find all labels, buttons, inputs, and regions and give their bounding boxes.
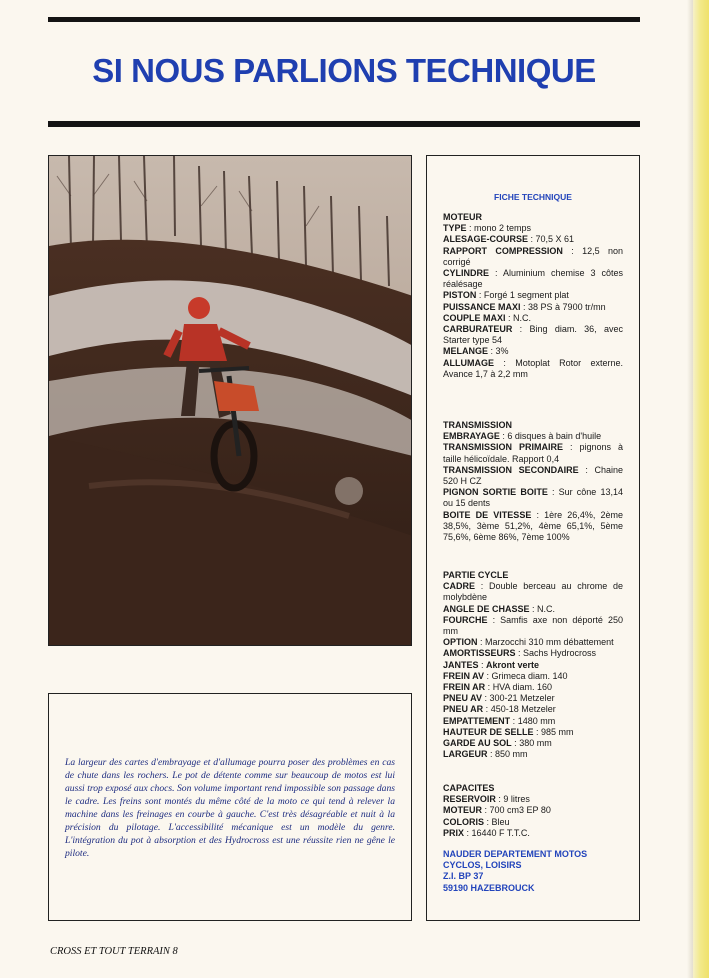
- section-transmission: [443, 420, 623, 543]
- spec-line: FREIN AR : HVA diam. 160: [443, 682, 553, 693]
- spec-line: ALLUMAGE : Motoplat Rotor externe. Avance 1,7 à 2,2 mm: [443, 357, 623, 379]
- spec-line: AMORTISSEURS : Sachs Hydrocross: [443, 648, 597, 659]
- top-rule: [48, 17, 640, 22]
- address-line: 59190 HAZEBROUCK: [443, 882, 535, 893]
- section-capacites: [443, 783, 623, 839]
- spec-line: PUISSANCE MAXI : 38 PS à 7900 tr/mn: [443, 301, 606, 312]
- title-rule: [48, 121, 640, 127]
- address-line: Z.I. BP 37: [443, 871, 484, 882]
- dealer-address: [443, 849, 633, 894]
- spec-line: FOURCHE : Samfis axe non déporté 250 mm: [443, 614, 623, 637]
- motorcycle-photo: [48, 155, 412, 646]
- spec-line: GARDE AU SOL : 380 mm: [443, 738, 552, 749]
- spec-line: JANTES : Akront verte: [443, 659, 540, 670]
- page-title: SI NOUS PARLIONS TECHNIQUE: [92, 52, 596, 89]
- section-heading: TRANSMISSION: [443, 420, 513, 430]
- spec-line: TYPE : mono 2 temps: [443, 223, 532, 234]
- spec-line: PNEU AR : 450-18 Metzeler: [443, 704, 556, 715]
- spec-line: OPTION : Marzocchi 310 mm débattement: [443, 637, 614, 648]
- spec-line: MELANGE : 3%: [443, 346, 509, 357]
- address-line: NAUDER DEPARTEMENT MOTOS: [443, 849, 588, 859]
- section-heading: CAPACITES: [443, 783, 495, 793]
- spec-line: FREIN AV : Grimeca diam. 140: [443, 670, 568, 681]
- section-heading: PARTIE CYCLE: [443, 570, 509, 580]
- spec-line: MOTEUR : 700 cm3 EP 80: [443, 805, 551, 816]
- spec-line: EMBRAYAGE : 6 disques à bain d'huile: [443, 431, 602, 442]
- spec-line: ANGLE DE CHASSE : N.C.: [443, 603, 556, 614]
- photo-illustration: [49, 156, 412, 646]
- spec-line: PIGNON SORTIE BOITE : Sur cône 13,14 ou 15 dents: [443, 487, 623, 509]
- fiche-title: FICHE TECHNIQUE: [494, 192, 572, 202]
- spec-line: HAUTEUR DE SELLE : 985 mm: [443, 726, 574, 737]
- spec-line: PRIX : 16440 F T.T.C.: [443, 827, 530, 838]
- section-heading: MOTEUR: [443, 212, 482, 222]
- spec-line: CARBURATEUR : Bing diam. 36, avec Starter type 54: [443, 324, 623, 346]
- page-footer: CROSS ET TOUT TERRAIN 8: [50, 946, 178, 957]
- spec-line: CADRE : Double berceau au chrome de molybdène: [443, 581, 623, 603]
- spec-line: LARGEUR : 850 mm: [443, 749, 528, 760]
- section-partie-cycle: [443, 570, 623, 760]
- section-moteur: [443, 212, 623, 380]
- photo-caption: La largeur des cartes d'embrayage et d'allumage pourra poser des problèmes en cas de chute dans les rochers. Le pot de détente comme sur beaucoup de motos est lui aussi trop exposé aux chocs. Son volume important rend impossible son passage dans le cadre. Les freins sont montés du même côté de la moto ce qui tend à relever la machine dans les freinages en courbe à gauche. C'est très désagréable et nuit à la précision du pilotage. L'accessibilité mécanique est un modèle du genre. L'intégration du pot à absorption et des Hydrocross est une réussite rien ne gêne le pilote.: [65, 757, 395, 859]
- spec-line: TRANSMISSION PRIMAIRE : pignons à taille hélicoïdale. Rapport 0,4: [443, 442, 623, 464]
- spec-line: PNEU AV : 300-21 Metzeler: [443, 693, 555, 704]
- spec-line: COLORIS : Bleu: [443, 816, 510, 827]
- spec-line: RAPPORT COMPRESSION : 12,5 non corrigé: [443, 245, 623, 267]
- spec-line: TRANSMISSION SECONDAIRE : Chaine 520 H CZ: [443, 464, 623, 487]
- address-line: CYCLOS, LOISIRS: [443, 860, 522, 871]
- spec-line: CYLINDRE : Aluminium chemise 3 côtes réalésage: [443, 268, 623, 290]
- page-edge-strip: [693, 0, 709, 978]
- spec-line: PISTON : Forgé 1 segment plat: [443, 290, 569, 301]
- spec-line: BOITE DE VITESSE : 1ère 26,4%, 2ème 38,5%, 3ème 51,2%, 4ème 65,1%, 5ème 75,6%, 6ème 86%, 7ème 100%: [443, 509, 623, 543]
- spec-line: EMPATTEMENT : 1480 mm: [443, 715, 556, 726]
- spec-line: ALESAGE-COURSE : 70,5 X 61: [443, 234, 575, 245]
- spec-line: RESERVOIR : 9 litres: [443, 794, 530, 805]
- spec-line: COUPLE MAXI : N.C.: [443, 312, 532, 323]
